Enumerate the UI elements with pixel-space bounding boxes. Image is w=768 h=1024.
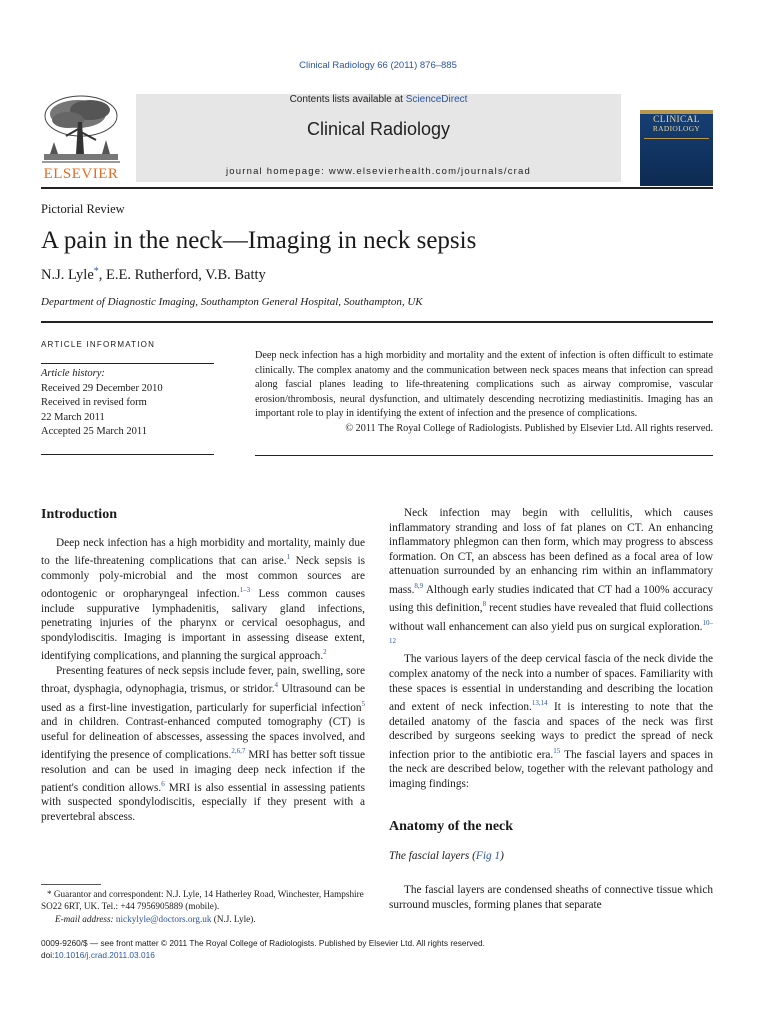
paragraph: The fascial layers are condensed sheaths of connective tissue which surround muscles, forming planes that separate — [389, 884, 713, 912]
text-run: Deep neck infection has a high morbidity and mortality, mainly due to the life-threatening complications that can arise. — [41, 536, 365, 567]
reference-link[interactable]: 8,9 — [414, 581, 424, 590]
text-run: The fascial layers and spaces in the neck are described below, together with the relevant pathology and imaging findings: — [389, 748, 713, 790]
history-item: 22 March 2011 — [41, 411, 105, 423]
journal-banner — [136, 94, 621, 182]
left-column — [41, 508, 365, 825]
text-run: Ultrasound can be used as a first-line investigation, particularly for superficial infection — [41, 683, 365, 714]
reference-link[interactable]: 13,14 — [531, 699, 548, 708]
contents-prefix: Contents lists available at — [289, 94, 406, 105]
abstract-rule — [255, 455, 713, 456]
footnote-email — [41, 913, 371, 925]
reference-link[interactable]: 1 — [286, 553, 291, 562]
text-run: Neck infection may begin with cellulitis, which causes inflammatory stranding and loss of fat planes on CT. An enhancing inflammatory phlegmon can then form, which may progress to abscess formation. On CT, an abscess has been defined as a focal area of low attenuation surrounded by an enhancing rim within an inflammatory mass. — [389, 507, 713, 596]
history-item: Received 29 December 2010 — [41, 382, 163, 394]
abstract — [255, 349, 713, 436]
paragraph — [389, 652, 713, 791]
text-run: It is interesting to note that the detailed anatomy of the fascia and spaces of the neck was first described by surgeons seeking ways to predict the spread of neck infection prior to the antibiotic era. — [389, 700, 713, 761]
abstract-copyright: © 2011 The Royal College of Radiologists. Published by Elsevier Ltd. All rights reserved. — [345, 422, 713, 434]
author-list — [41, 266, 266, 284]
correspondence-footnote — [41, 888, 371, 925]
header-rule — [41, 187, 713, 189]
paragraph — [41, 664, 365, 825]
abstract-text: Deep neck infection has a high morbidity and mortality and the extent of infection is often difficult to estimate clinically. The complex anatomy and the communication between neck spaces means that infection can spread along fascial planes leading to life-threatening complications such as airway compromise, vascular erosion/thrombosis, neural dysfunction, and ultimately descending necrotizing mediastinitis. Imaging has an important role to play in identifying the extent of infection and the presence of complications. — [255, 350, 713, 419]
cover-title-line-1: CLINICAL — [653, 115, 700, 125]
journal-cover-image — [640, 110, 713, 186]
paragraph — [41, 536, 365, 664]
section-heading-introduction: Introduction — [41, 507, 117, 522]
right-column — [389, 506, 713, 913]
email-label: E-mail address: — [55, 913, 116, 924]
contents-line — [136, 94, 621, 105]
figure-link[interactable]: Fig 1 — [475, 849, 501, 862]
doi-line — [41, 950, 721, 962]
subheading-text: ) — [500, 849, 504, 862]
text-run: and in children. Contrast-enhanced computed tomography (CT) is useful for delineation of abscesses, assessing the spaces involved, and identifying the presence of complications. — [41, 715, 365, 761]
footnote-address: * Guarantor and correspondent: N.J. Lyle, 14 Hatherley Road, Winchester, Hampshire SO22 6RT, UK. Tel.: +44 7956905889 (mobile). — [41, 889, 364, 912]
text-run: Neck sepsis is commonly poly-microbial and the most common sources are odontogenic or oropharyngeal infection. — [41, 554, 365, 600]
elsevier-wordmark: ELSEVIER — [43, 166, 119, 182]
corresponding-author-mark[interactable]: * — [93, 266, 99, 277]
paragraph — [389, 506, 713, 652]
journal-citation[interactable]: Clinical Radiology 66 (2011) 876–885 — [299, 60, 457, 71]
article-info-label: ARTICLE INFORMATION — [41, 340, 156, 349]
front-matter — [41, 938, 721, 961]
elsevier-logo — [38, 92, 124, 184]
text-run: recent studies have revealed that fluid collections without wall enhancement can also yield pus on surgical exploration. — [389, 602, 713, 633]
email-link[interactable]: nickylyle@doctors.org.uk — [115, 913, 212, 924]
subsection-heading — [389, 849, 713, 864]
journal-name: Clinical Radiology — [306, 119, 451, 139]
affiliation: Department of Diagnostic Imaging, Southampton General Hospital, Southampton, UK — [41, 296, 423, 308]
text-run: Although early studies indicated that CT had a 100% accuracy using this definition, — [389, 583, 713, 615]
history-label: Article history: — [41, 368, 105, 379]
section-heading-anatomy: Anatomy of the neck — [389, 819, 514, 835]
issn-line: 0009-9260/$ — see front matter © 2011 The Royal College of Radiologists. Published by Elsevier Ltd. All rights reserved. — [41, 938, 485, 948]
author-names-rest: , E.E. Rutherford, V.B. Batty — [98, 267, 266, 283]
footnote-rule — [41, 884, 101, 885]
reference-link[interactable]: 4 — [274, 681, 279, 690]
subheading-text: The fascial layers ( — [389, 849, 476, 862]
text-run: Presenting features of neck sepsis include fever, pain, swelling, sore throat, dysphagia, odynophagia, trismus, or stridor. — [41, 664, 365, 695]
article-history — [41, 363, 214, 455]
reference-link[interactable]: 1–3 — [239, 586, 251, 595]
reference-link[interactable]: 15 — [553, 746, 561, 755]
cover-title — [640, 116, 713, 133]
reference-link[interactable]: 2 — [323, 648, 327, 657]
cover-rule — [644, 138, 709, 139]
author-name: N.J. Lyle — [41, 267, 94, 283]
reference-link[interactable]: 8 — [482, 600, 487, 609]
text-run: The various layers of the deep cervical fascia of the neck divide the complex anatomy of the neck into a number of spaces. Familiarity with these spaces is essential in understanding and describing the location and extent of neck infection. — [389, 653, 713, 713]
title-block-rule — [41, 321, 713, 323]
history-item: Received in revised form — [41, 397, 147, 408]
journal-homepage[interactable]: journal homepage: www.elsevierhealth.com/journals/crad — [225, 166, 532, 177]
doi-link[interactable]: 10.1016/j.crad.2011.03.016 — [54, 949, 155, 960]
section-type: Pictorial Review — [41, 202, 125, 216]
text-run: MRI is also essential in assessing patients with suspected spondylodiscitis, especially if they present with a prevertebral abscess. — [41, 781, 365, 824]
reference-link[interactable]: 6 — [161, 780, 165, 789]
cover-title-line-2: RADIOLOGY — [652, 123, 701, 133]
email-suffix: (N.J. Lyle). — [211, 913, 256, 924]
sciencedirect-link[interactable]: ScienceDirect — [405, 94, 468, 105]
doi-prefix: doi: — [41, 949, 55, 960]
history-item: Accepted 25 March 2011 — [41, 426, 148, 437]
text-run: MRI has better soft tissue resolution and can be used in imaging deep neck infection if the patient's condition allows. — [41, 748, 366, 794]
text-run: Less common causes include suppurative lymphadenitis, salivary gland infections, penetrating injuries of the pharynx or cervical oesophagus, and spondylodiscitis. Imaging is important in assessing disease extent, identifying complications, and planning the surgical approach. — [41, 587, 365, 663]
reference-link[interactable]: 2,6,7 — [231, 747, 246, 756]
reference-link[interactable]: 10–12 — [389, 618, 713, 646]
article-title: A pain in the neck—Imaging in neck sepsis — [41, 227, 477, 254]
reference-link[interactable]: 5 — [361, 699, 365, 708]
